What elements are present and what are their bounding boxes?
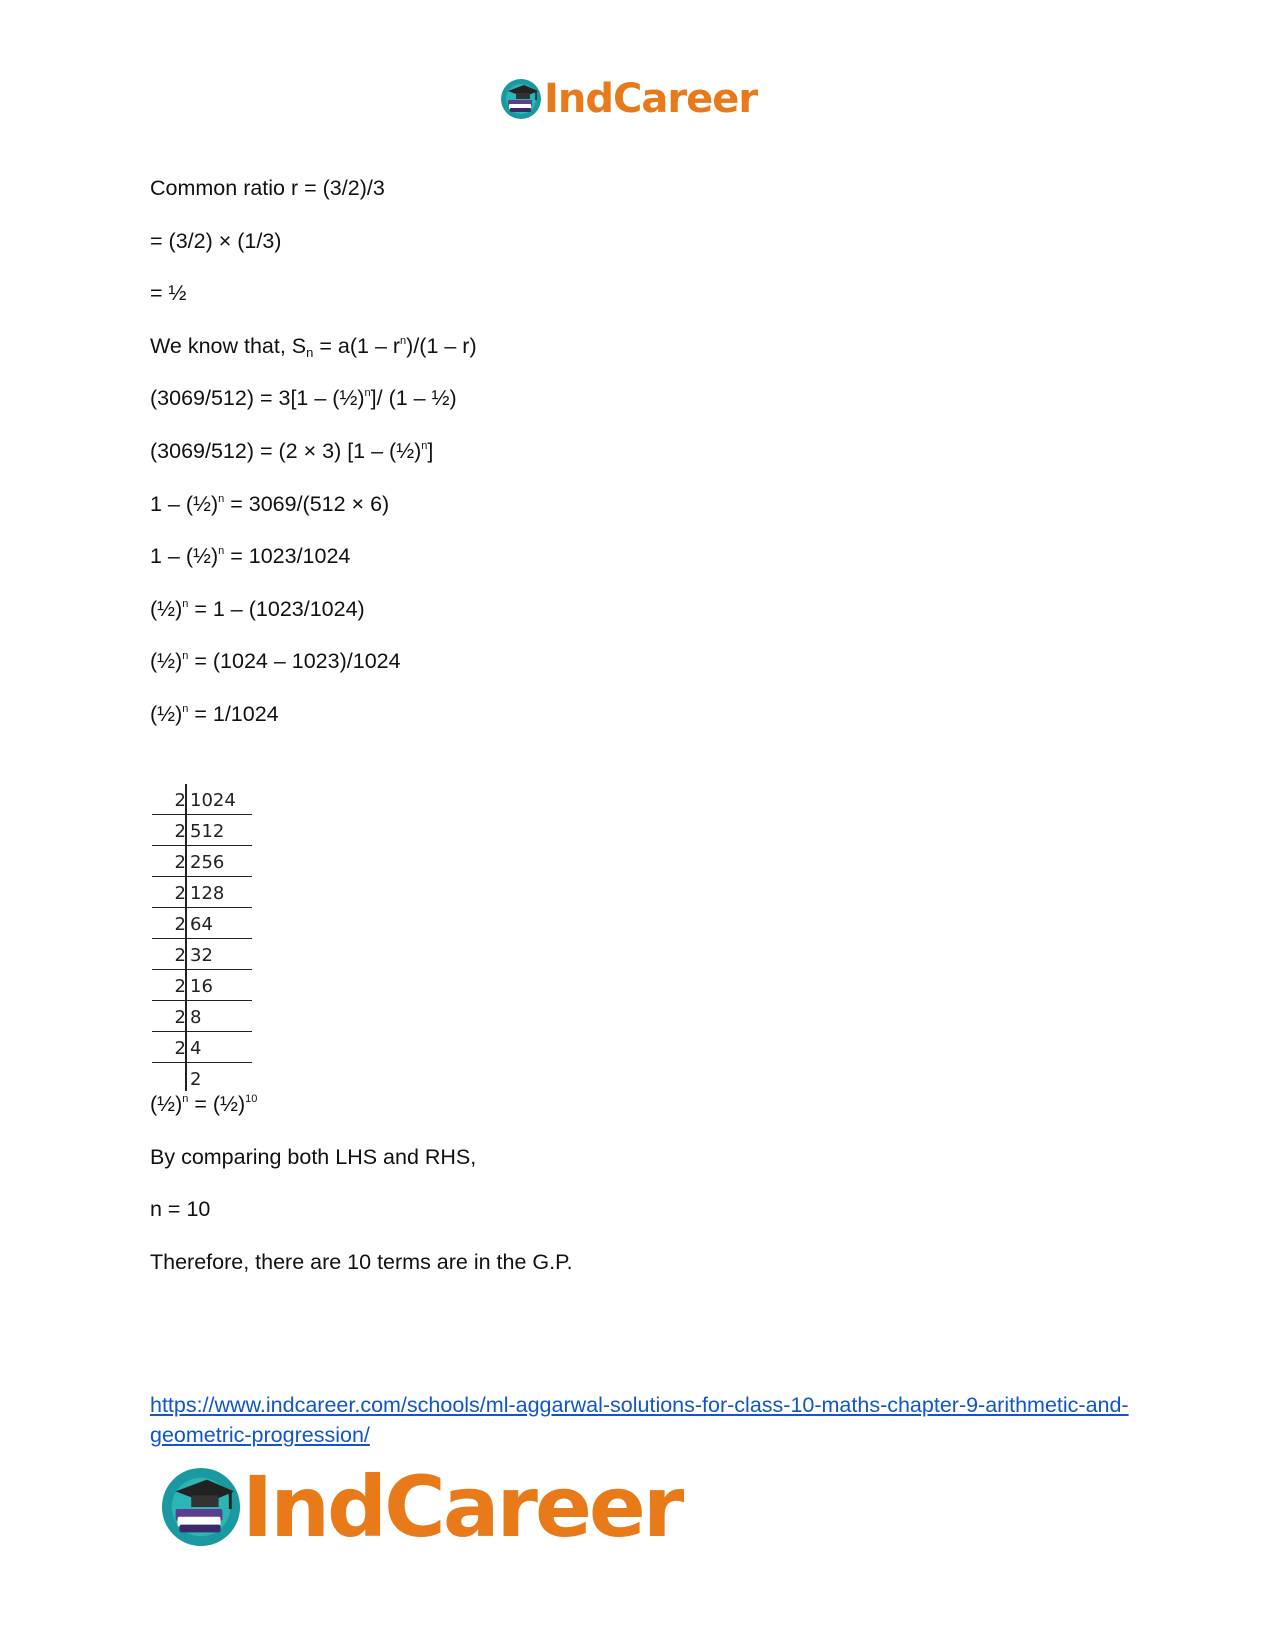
math-line-eq7 (150, 704, 279, 726)
math-fragment: = a(1 – r (313, 333, 401, 358)
math-fragment: n (182, 703, 189, 715)
math-fragment: = 1/1024 (188, 702, 279, 726)
math-fragment: n (364, 387, 371, 400)
math-fragment: By comparing both LHS and RHS, (150, 1144, 477, 1169)
divisor: 2 (174, 1007, 186, 1028)
math-fragment: ] (427, 439, 434, 463)
divisor: 2 (174, 914, 186, 935)
math-fragment: = (1024 – 1023)/1024 (188, 649, 401, 674)
math-fragment: (½) (150, 702, 183, 726)
math-line-eq8 (150, 1094, 257, 1116)
math-line-eq6 (150, 651, 401, 673)
math-line-step1 (150, 228, 282, 253)
math-fragment: n (306, 344, 314, 360)
divisor: 2 (174, 852, 186, 873)
math-line-conclusion (150, 1249, 573, 1274)
divisor: 2 (174, 790, 186, 811)
graduation-cap-book-icon (160, 1466, 242, 1548)
math-fragment: n (218, 545, 225, 558)
division-row (152, 846, 252, 877)
quotient: 16 (190, 976, 213, 997)
math-line-formula (150, 333, 477, 360)
math-fragment: 10 (245, 1093, 258, 1105)
graduation-cap-book-icon (500, 78, 542, 120)
brand-wordmark: IndCareer (242, 1458, 682, 1556)
math-fragment: n = 10 (150, 1197, 211, 1222)
quotient: 1024 (190, 790, 236, 811)
math-fragment: = ½ (150, 281, 187, 306)
indcareer-logo-footer (160, 1458, 682, 1556)
math-fragment: n (182, 1093, 189, 1105)
division-row (152, 1032, 252, 1063)
math-fragment: = (3/2) × (1/3) (150, 228, 282, 253)
quotient: 64 (190, 914, 213, 935)
divisor: 2 (174, 976, 186, 997)
quotient: 512 (190, 821, 225, 842)
math-fragment: (3069/512) = 3[1 – (½) (150, 386, 365, 411)
math-fragment: We know that, S (150, 333, 307, 358)
math-fragment: n (400, 334, 407, 347)
brand-wordmark: IndCareer (544, 76, 758, 122)
quotient: 256 (190, 852, 225, 873)
division-row (152, 970, 252, 1001)
math-line-ratio (150, 178, 385, 200)
source-link[interactable]: https://www.indcareer.com/schools/ml-aggarwal-solutions-for-class-10-maths-chapter-9-arithmetic-and-geometric-progression/ (150, 1393, 1129, 1447)
division-row (152, 877, 252, 908)
divisor: 2 (174, 821, 186, 842)
math-fragment: Therefore, there are 10 terms are in the G.P. (150, 1249, 573, 1274)
math-fragment: )/(1 – r) (406, 333, 477, 358)
math-fragment: 1 – (½) (150, 491, 219, 516)
quotient: 8 (190, 1007, 202, 1028)
math-fragment: n (182, 597, 189, 610)
math-fragment: Common ratio r = (3/2)/3 (150, 176, 385, 200)
math-fragment: (3069/512) = (2 × 3) [1 – (½) (150, 439, 422, 463)
math-fragment: (½) (150, 596, 183, 621)
division-row (152, 908, 252, 939)
math-fragment: = 1023/1024 (224, 544, 351, 569)
math-fragment: n (218, 492, 225, 505)
division-row (152, 784, 252, 815)
math-fragment: (½) (150, 1092, 183, 1116)
math-fragment: n (182, 650, 189, 663)
math-line-result (150, 1199, 210, 1221)
division-row (152, 815, 252, 846)
prime-factorization-table (152, 784, 252, 1094)
indcareer-logo-header (500, 78, 757, 120)
math-fragment: = (½) (188, 1092, 246, 1116)
quotient: 128 (190, 883, 225, 904)
quotient: 4 (190, 1038, 202, 1059)
divisor: 2 (174, 945, 186, 966)
division-row (152, 1001, 252, 1032)
math-line-eq3 (150, 491, 390, 516)
math-line-compare (150, 1144, 477, 1169)
division-row (152, 1063, 252, 1094)
divisor: 2 (174, 883, 186, 904)
quotient: 2 (190, 1069, 202, 1090)
division-row (152, 939, 252, 970)
math-line-step2 (150, 283, 186, 305)
divisor: 2 (174, 1038, 186, 1059)
math-fragment: n (421, 440, 428, 452)
quotient: 32 (190, 945, 213, 966)
math-fragment: ]/ (1 – ½) (370, 386, 457, 411)
math-fragment: = 1 – (1023/1024) (188, 596, 365, 621)
math-fragment: 1 – (½) (150, 544, 219, 569)
math-line-eq2 (150, 441, 433, 463)
math-line-eq4 (150, 546, 350, 568)
math-fragment: (½) (150, 649, 183, 674)
math-line-eq5 (150, 596, 365, 621)
math-line-eq1 (150, 388, 457, 410)
math-fragment: = 3069/(512 × 6) (224, 491, 390, 516)
